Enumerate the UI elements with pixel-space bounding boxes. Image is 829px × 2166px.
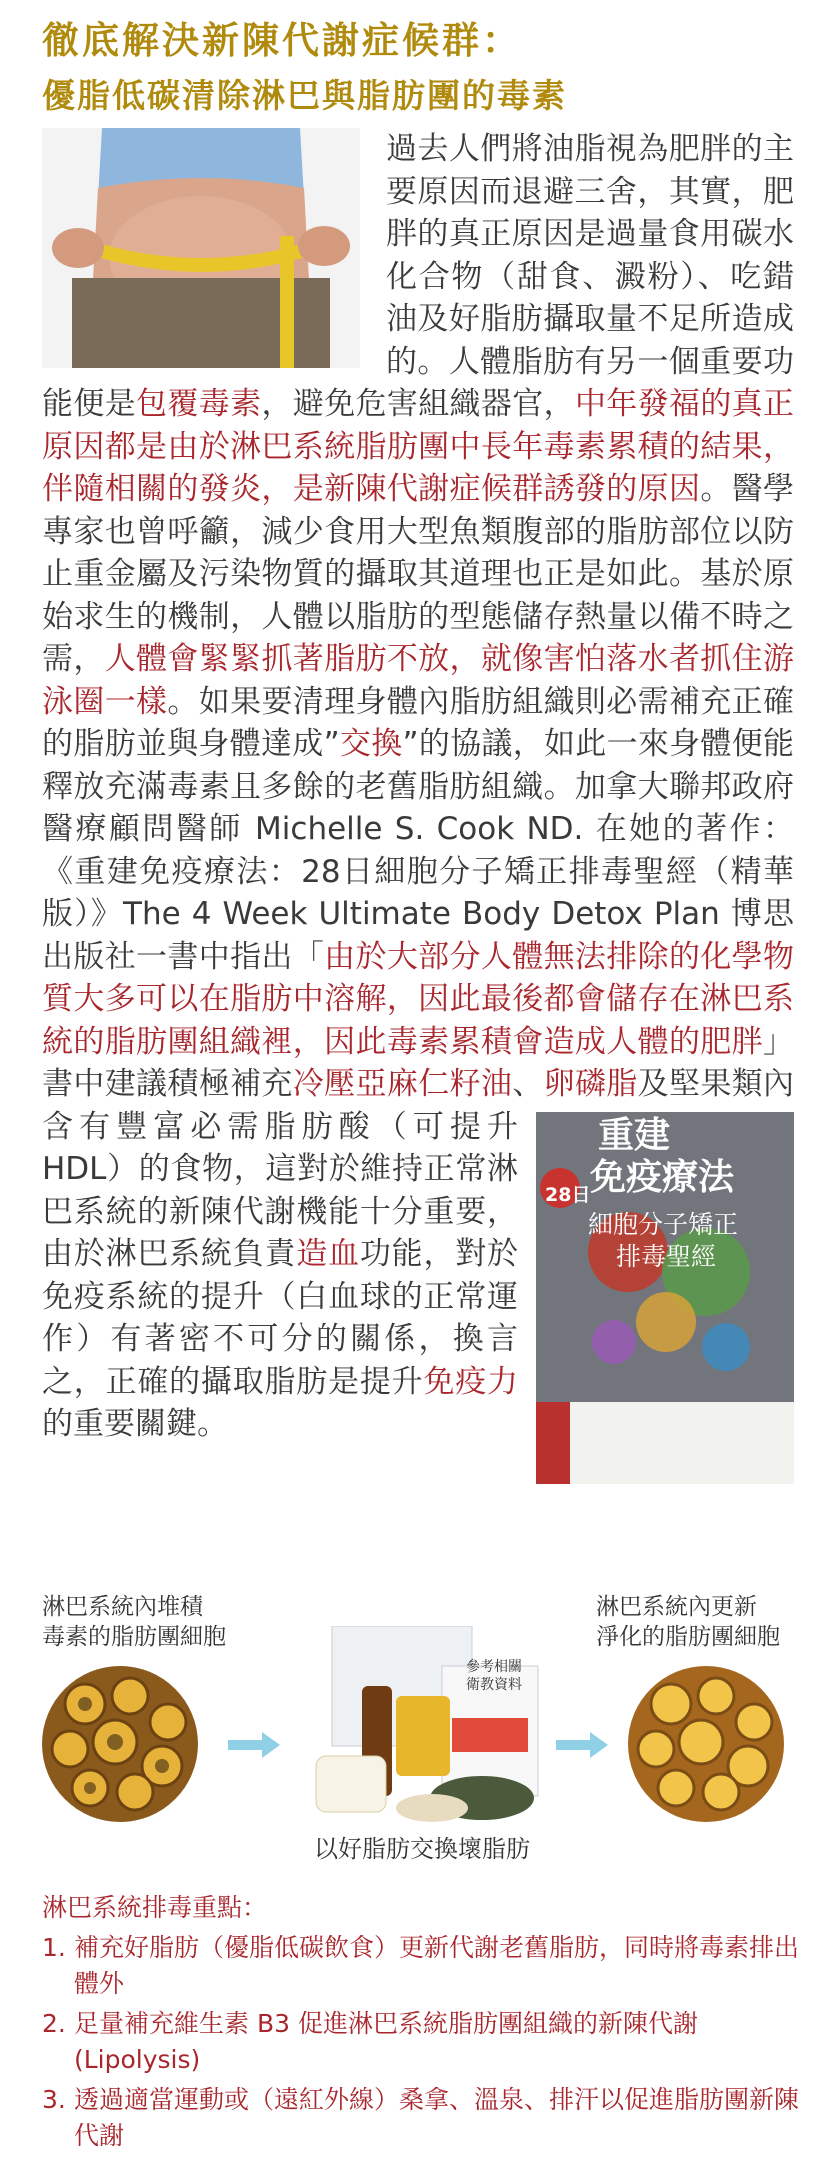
book-title-line1: 重建 (598, 1113, 671, 1156)
book-number: 28日 (545, 1183, 591, 1206)
list-item-number: 1. (42, 1933, 66, 1962)
fat-exchange-diagram (0, 1570, 829, 1870)
article-highlight: 交換 (339, 726, 403, 762)
book-cover-image (536, 1112, 794, 1484)
left-caption-line1: 淋巴系統內堆積 (42, 1594, 203, 1620)
list-item-number: 3. (42, 2085, 66, 2114)
article-highlight: 免疫力 (423, 1363, 519, 1400)
article-highlight: 人體會緊緊抓著脂肪不放，就像害怕落水者抓住游泳圈一樣 (42, 641, 795, 720)
article-highlight: 冷壓亞麻仁籽油 (292, 1066, 513, 1102)
page-subtitle: 優脂低碳清除淋巴與脂肪團的毒素 (42, 76, 567, 115)
article-highlight: 中年發福的真正原因都是由於淋巴系統脂肪團中長年毒素累積的結果，伴隨相關的發炎，是新陳代謝症候群誘發的原因 (42, 386, 795, 507)
article-body (42, 128, 794, 1490)
list-item (42, 2082, 812, 2154)
right-caption-line2: 淨化的脂肪團細胞 (596, 1624, 780, 1650)
page-title: 徹底解決新陳代謝症候群： (42, 19, 522, 62)
article-segment: 」書中建議積極補充 (42, 1023, 794, 1102)
ref-label-line2: 衛教資料 (466, 1677, 522, 1693)
left-caption-line2: 毒素的脂肪團細胞 (42, 1624, 226, 1650)
toxic-fat-cells-icon (40, 1664, 200, 1824)
article-segment: 及堅果類內含有豐富必需脂肪酸（可提升 HDL）的食物，這對於維持正常淋巴系統的新陳代謝機能十分重要，由於淋巴系統負責 (42, 1066, 795, 1272)
list-item (42, 2006, 812, 2078)
key-points (42, 1890, 812, 2154)
book-subtitle-line1: 細胞分子矯正 (588, 1209, 739, 1239)
article-highlight: 包覆毒素 (136, 386, 262, 422)
article-segment: 。醫學專家也曾呼籲，減少食用大型魚類腹部的脂肪部位以防止重金屬及污染物質的攝取其道理也正是如此。基於原始求生的機制，人體以脂肪的型態儲存熱量以備不時之需， (42, 471, 795, 677)
article-segment: 功能，對於免疫系統的提升（白血球的正常運作）有著密不可分的關係，換言之，正確的攝取脂肪是提升 (42, 1236, 519, 1400)
article-segment: 過去人們將油脂視為肥胖的主要原因而退避三舍，其實，肥胖的真正原因是過量食用碳水化合物（甜食、澱粉）、吃錯油及好脂肪攝取量不足所造成的。人體脂肪有另一個重要功能便是 (42, 131, 794, 422)
list-item-number: 2. (42, 2009, 66, 2038)
right-arrow-icon (554, 1730, 610, 1760)
article-segment: 、 (512, 1066, 544, 1102)
article-segment: 。如果要清理身體內脂肪組織則必需補充正確的脂肪並與身體達成” (42, 683, 795, 762)
list-item (42, 1930, 812, 2002)
key-points-title: 淋巴系統排毒重點： (42, 1893, 268, 1922)
article-segment: 的重要關鍵。 (42, 1406, 228, 1442)
list-item-text: 補充好脂肪（優脂低碳飲食）更新代謝老舊脂肪，同時將毒素排出體外 (74, 1933, 800, 1998)
belly-measuring-photo (42, 128, 360, 368)
right-caption-line1: 淋巴系統內更新 (596, 1594, 757, 1620)
article-segment: ，避免危害組織器官， (261, 386, 575, 422)
article-highlight: 卵磷脂 (543, 1066, 638, 1102)
right-arrow-icon (226, 1730, 282, 1760)
center-caption: 以好脂肪交換壞脂肪 (314, 1835, 530, 1863)
ref-label-line1: 參考相關 (466, 1659, 522, 1675)
article-highlight: 由於大部分人體無法排除的化學物質大多可以在脂肪中溶解，因此最後都會儲存在淋巴系統的脂肪團組織裡，因此毒素累積會造成人體的肥胖 (42, 938, 795, 1060)
purified-fat-cells-icon (626, 1664, 786, 1824)
article-segment: ”的協議，如此一來身體便能釋放充滿毒素且多餘的老舊脂肪組織。加拿大聯邦政府醫療顧問醫師 Michelle S. Cook ND. 在她的著作：《重建免疫療法：28日細胞分子矯正排毒聖經（精華版）》The 4 Week Ultimate Body Detox Plan 博思出版社一書中指出「 (42, 726, 794, 975)
book-subtitle-line2: 排毒聖經 (616, 1241, 717, 1271)
list-item-text: 透過適當運動或（遠紅外線）桑拿、溫泉、排汗以促進脂肪團新陳代謝 (74, 2085, 800, 2150)
list-item-text: 足量補充維生素 B3 促進淋巴系統脂肪團組織的新陳代謝(Lipolysis) (74, 2009, 698, 2074)
healthy-fat-products-icon (292, 1626, 542, 1826)
book-title-line2: 免疫療法 (590, 1155, 735, 1198)
article-highlight: 造血 (296, 1236, 360, 1272)
